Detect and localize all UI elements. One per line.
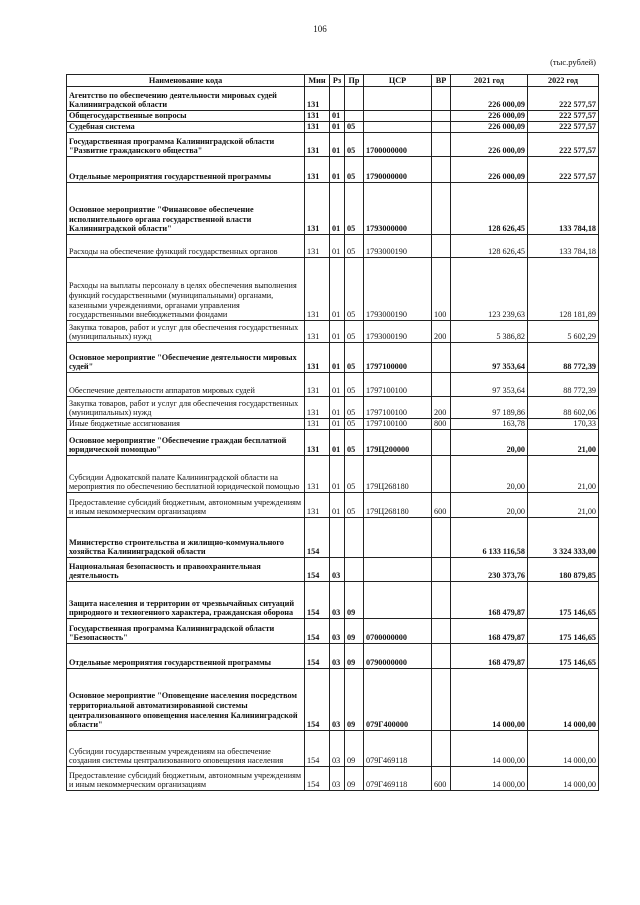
cell-pr: 05 xyxy=(345,456,364,493)
cell-min: 131 xyxy=(305,456,330,493)
cell-vr xyxy=(432,373,451,397)
cell-2022: 133 784,18 xyxy=(528,235,599,258)
cell-min: 131 xyxy=(305,373,330,397)
cell-rz: 01 xyxy=(330,183,345,235)
cell-csr: 1797100100 xyxy=(364,419,432,430)
cell-name: Основное мероприятие "Оповещение населения посредством территориальной автоматизированной системы централизованного оповещения населения Калининградской области" xyxy=(67,669,305,731)
cell-name: Расходы на выплаты персоналу в целях обеспечения выполнения функций государственными (муниципальными) органами, казенными учреждениями, органами управления государственными внебюджетными фондами xyxy=(67,258,305,321)
cell-name: Министерство строительства и жилищно-коммунального хозяйства Калининградской области xyxy=(67,518,305,558)
cell-pr: 05 xyxy=(345,343,364,373)
table-row xyxy=(67,493,599,518)
cell-min: 131 xyxy=(305,235,330,258)
cell-2021: 226 000,09 xyxy=(451,122,528,133)
cell-rz: 01 xyxy=(330,111,345,122)
cell-2021: 97 353,64 xyxy=(451,373,528,397)
cell-vr: 100 xyxy=(432,258,451,321)
cell-pr: 05 xyxy=(345,235,364,258)
cell-pr: 09 xyxy=(345,644,364,669)
cell-vr xyxy=(432,456,451,493)
cell-min: 131 xyxy=(305,133,330,157)
cell-name: Государственная программа Калининградской области "Развитие гражданского общества" xyxy=(67,133,305,157)
cell-min: 154 xyxy=(305,518,330,558)
cell-csr: 1793000000 xyxy=(364,183,432,235)
cell-name: Закупка товаров, работ и услуг для обеспечения государственных (муниципальных) нужд xyxy=(67,397,305,419)
cell-name: Национальная безопасность и правоохранительная деятельность xyxy=(67,558,305,582)
cell-2022: 180 879,85 xyxy=(528,558,599,582)
table-row xyxy=(67,235,599,258)
table-row xyxy=(67,456,599,493)
cell-pr: 09 xyxy=(345,669,364,731)
table-row xyxy=(67,619,599,644)
cell-name: Предоставление субсидий бюджетным, автономным учреждениям и иным некоммерческим организациям xyxy=(67,493,305,518)
cell-pr: 05 xyxy=(345,419,364,430)
header-2022: 2022 год xyxy=(528,75,599,87)
cell-2022: 88 772,39 xyxy=(528,343,599,373)
cell-csr xyxy=(364,518,432,558)
cell-vr: 600 xyxy=(432,493,451,518)
cell-2021: 97 353,64 xyxy=(451,343,528,373)
table-row xyxy=(67,644,599,669)
table-row xyxy=(67,397,599,419)
cell-min: 131 xyxy=(305,258,330,321)
cell-rz: 01 xyxy=(330,373,345,397)
cell-rz xyxy=(330,518,345,558)
cell-2022: 21,00 xyxy=(528,493,599,518)
cell-rz: 01 xyxy=(330,258,345,321)
cell-pr: 09 xyxy=(345,582,364,619)
cell-pr: 05 xyxy=(345,258,364,321)
table-header-row xyxy=(67,75,599,87)
table-row xyxy=(67,321,599,343)
cell-vr xyxy=(432,157,451,183)
cell-min: 131 xyxy=(305,87,330,111)
cell-min: 131 xyxy=(305,419,330,430)
cell-name: Предоставление субсидий бюджетным, автономным учреждениям и иным некоммерческим организациям xyxy=(67,767,305,791)
cell-pr: 05 xyxy=(345,373,364,397)
cell-name: Государственная программа Калининградской области "Безопасность" xyxy=(67,619,305,644)
cell-rz: 01 xyxy=(330,235,345,258)
cell-name: Расходы на обеспечение функций государственных органов xyxy=(67,235,305,258)
cell-vr xyxy=(432,619,451,644)
cell-2022: 88 602,06 xyxy=(528,397,599,419)
table-row xyxy=(67,157,599,183)
cell-vr xyxy=(432,87,451,111)
cell-2022: 21,00 xyxy=(528,456,599,493)
cell-min: 131 xyxy=(305,111,330,122)
cell-csr xyxy=(364,122,432,133)
cell-vr: 600 xyxy=(432,767,451,791)
cell-vr xyxy=(432,111,451,122)
cell-vr: 200 xyxy=(432,321,451,343)
cell-vr xyxy=(432,343,451,373)
cell-2022: 14 000,00 xyxy=(528,669,599,731)
header-name: Наименование кода xyxy=(67,75,305,87)
cell-rz: 03 xyxy=(330,558,345,582)
cell-min: 131 xyxy=(305,157,330,183)
cell-2022: 222 577,57 xyxy=(528,157,599,183)
cell-2021: 20,00 xyxy=(451,430,528,456)
cell-vr xyxy=(432,558,451,582)
cell-rz: 01 xyxy=(330,493,345,518)
table-row xyxy=(67,183,599,235)
cell-vr xyxy=(432,518,451,558)
cell-csr: 1793000190 xyxy=(364,235,432,258)
table-row xyxy=(67,133,599,157)
cell-name: Основное мероприятие "Обеспечение граждан бесплатной юридической помощью" xyxy=(67,430,305,456)
units-note: (тыс.рублей) xyxy=(550,57,596,67)
cell-rz: 03 xyxy=(330,644,345,669)
cell-csr: 179Ц268180 xyxy=(364,456,432,493)
cell-2022: 14 000,00 xyxy=(528,731,599,767)
cell-name: Основное мероприятие "Финансовое обеспечение исполнительного органа государственной власти Калининградской области" xyxy=(67,183,305,235)
cell-rz: 01 xyxy=(330,122,345,133)
table-row xyxy=(67,558,599,582)
cell-pr xyxy=(345,87,364,111)
table-row xyxy=(67,343,599,373)
header-pr: Пр xyxy=(345,75,364,87)
cell-name: Иные бюджетные ассигнования xyxy=(67,419,305,430)
cell-csr: 1700000000 xyxy=(364,133,432,157)
cell-2022: 21,00 xyxy=(528,430,599,456)
cell-min: 154 xyxy=(305,767,330,791)
cell-2022: 170,33 xyxy=(528,419,599,430)
table-row xyxy=(67,731,599,767)
cell-csr: 079Г400000 xyxy=(364,669,432,731)
table-row xyxy=(67,122,599,133)
cell-csr: 1793000190 xyxy=(364,321,432,343)
table-row xyxy=(67,111,599,122)
table-row xyxy=(67,767,599,791)
table-row xyxy=(67,419,599,430)
cell-rz: 01 xyxy=(330,456,345,493)
cell-2022: 222 577,57 xyxy=(528,111,599,122)
header-min: Мин xyxy=(305,75,330,87)
cell-csr xyxy=(364,582,432,619)
cell-min: 131 xyxy=(305,397,330,419)
cell-2021: 20,00 xyxy=(451,456,528,493)
cell-2022: 128 181,89 xyxy=(528,258,599,321)
cell-name: Основное мероприятие "Обеспечение деятельности мировых судей" xyxy=(67,343,305,373)
cell-csr xyxy=(364,558,432,582)
cell-csr: 079Г469118 xyxy=(364,731,432,767)
cell-vr: 800 xyxy=(432,419,451,430)
table-row xyxy=(67,87,599,111)
cell-vr xyxy=(432,133,451,157)
cell-2021: 14 000,00 xyxy=(451,767,528,791)
cell-rz: 01 xyxy=(330,321,345,343)
cell-rz: 01 xyxy=(330,133,345,157)
cell-name: Субсидии Адвокатской палате Калининградской области на мероприятия по обеспечению бесплатной юридической помощью xyxy=(67,456,305,493)
cell-pr xyxy=(345,558,364,582)
cell-name: Субсидии государственным учреждениям на обеспечение создания системы централизованного оповещения населения xyxy=(67,731,305,767)
cell-csr: 0700000000 xyxy=(364,619,432,644)
cell-2022: 14 000,00 xyxy=(528,767,599,791)
cell-min: 131 xyxy=(305,343,330,373)
cell-csr: 1793000190 xyxy=(364,258,432,321)
cell-name: Общегосударственные вопросы xyxy=(67,111,305,122)
cell-name: Отдельные мероприятия государственной программы xyxy=(67,644,305,669)
cell-min: 154 xyxy=(305,619,330,644)
cell-vr: 200 xyxy=(432,397,451,419)
cell-2021: 20,00 xyxy=(451,493,528,518)
cell-vr xyxy=(432,582,451,619)
cell-csr: 1790000000 xyxy=(364,157,432,183)
cell-min: 154 xyxy=(305,644,330,669)
cell-pr: 05 xyxy=(345,397,364,419)
cell-2021: 5 386,82 xyxy=(451,321,528,343)
table-body xyxy=(67,87,599,791)
cell-2021: 230 373,76 xyxy=(451,558,528,582)
cell-name: Отдельные мероприятия государственной программы xyxy=(67,157,305,183)
cell-2022: 5 602,29 xyxy=(528,321,599,343)
cell-vr xyxy=(432,235,451,258)
cell-csr: 1797100100 xyxy=(364,397,432,419)
cell-csr: 0790000000 xyxy=(364,644,432,669)
cell-min: 131 xyxy=(305,430,330,456)
cell-rz: 01 xyxy=(330,397,345,419)
cell-rz: 03 xyxy=(330,582,345,619)
cell-pr: 05 xyxy=(345,157,364,183)
cell-vr xyxy=(432,644,451,669)
cell-2022: 175 146,65 xyxy=(528,619,599,644)
table-row xyxy=(67,518,599,558)
cell-pr: 09 xyxy=(345,767,364,791)
cell-2022: 222 577,57 xyxy=(528,87,599,111)
cell-pr: 09 xyxy=(345,619,364,644)
cell-min: 131 xyxy=(305,493,330,518)
cell-name: Судебная система xyxy=(67,122,305,133)
cell-vr xyxy=(432,430,451,456)
cell-pr: 05 xyxy=(345,430,364,456)
cell-2022: 133 784,18 xyxy=(528,183,599,235)
cell-2021: 128 626,45 xyxy=(451,235,528,258)
cell-2021: 168 479,87 xyxy=(451,582,528,619)
cell-min: 154 xyxy=(305,669,330,731)
cell-2021: 128 626,45 xyxy=(451,183,528,235)
cell-min: 131 xyxy=(305,321,330,343)
cell-vr xyxy=(432,122,451,133)
cell-2021: 226 000,09 xyxy=(451,157,528,183)
cell-2021: 123 239,63 xyxy=(451,258,528,321)
cell-min: 154 xyxy=(305,582,330,619)
cell-csr: 079Г469118 xyxy=(364,767,432,791)
table-row xyxy=(67,373,599,397)
cell-vr xyxy=(432,669,451,731)
cell-rz: 03 xyxy=(330,669,345,731)
cell-csr: 1797100000 xyxy=(364,343,432,373)
cell-pr: 05 xyxy=(345,493,364,518)
cell-2021: 168 479,87 xyxy=(451,619,528,644)
cell-csr: 179Ц268180 xyxy=(364,493,432,518)
header-csr: ЦСР xyxy=(364,75,432,87)
cell-pr: 05 xyxy=(345,321,364,343)
cell-vr xyxy=(432,183,451,235)
cell-min: 131 xyxy=(305,183,330,235)
header-vr: ВР xyxy=(432,75,451,87)
cell-pr: 05 xyxy=(345,122,364,133)
cell-2022: 88 772,39 xyxy=(528,373,599,397)
cell-csr xyxy=(364,111,432,122)
cell-pr: 09 xyxy=(345,731,364,767)
cell-rz xyxy=(330,87,345,111)
cell-2021: 168 479,87 xyxy=(451,644,528,669)
cell-min: 154 xyxy=(305,731,330,767)
table-row xyxy=(67,258,599,321)
table-row xyxy=(67,430,599,456)
cell-pr: 05 xyxy=(345,183,364,235)
cell-csr xyxy=(364,87,432,111)
cell-2021: 226 000,09 xyxy=(451,111,528,122)
cell-2021: 163,78 xyxy=(451,419,528,430)
cell-2022: 175 146,65 xyxy=(528,644,599,669)
cell-2021: 14 000,00 xyxy=(451,669,528,731)
cell-2022: 222 577,57 xyxy=(528,133,599,157)
cell-2021: 97 189,86 xyxy=(451,397,528,419)
cell-pr xyxy=(345,111,364,122)
cell-name: Защита населения и территории от чрезвычайных ситуаций природного и техногенного характера, гражданская оборона xyxy=(67,582,305,619)
cell-2022: 175 146,65 xyxy=(528,582,599,619)
cell-2021: 6 133 116,58 xyxy=(451,518,528,558)
cell-2022: 222 577,57 xyxy=(528,122,599,133)
cell-name: Закупка товаров, работ и услуг для обеспечения государственных (муниципальных) нужд xyxy=(67,321,305,343)
page-number: 106 xyxy=(313,24,327,34)
cell-min: 131 xyxy=(305,122,330,133)
cell-rz: 03 xyxy=(330,731,345,767)
cell-2021: 226 000,09 xyxy=(451,87,528,111)
cell-csr: 1797100100 xyxy=(364,373,432,397)
cell-2022: 3 324 333,00 xyxy=(528,518,599,558)
cell-pr xyxy=(345,518,364,558)
cell-rz: 01 xyxy=(330,343,345,373)
cell-csr: 179Ц200000 xyxy=(364,430,432,456)
cell-rz: 01 xyxy=(330,430,345,456)
cell-vr xyxy=(432,731,451,767)
cell-rz: 01 xyxy=(330,157,345,183)
header-2021: 2021 год xyxy=(451,75,528,87)
table-row xyxy=(67,582,599,619)
cell-rz: 03 xyxy=(330,619,345,644)
cell-min: 154 xyxy=(305,558,330,582)
budget-table xyxy=(66,74,599,791)
cell-pr: 05 xyxy=(345,133,364,157)
cell-rz: 03 xyxy=(330,767,345,791)
cell-2021: 14 000,00 xyxy=(451,731,528,767)
header-rz: Рз xyxy=(330,75,345,87)
cell-2021: 226 000,09 xyxy=(451,133,528,157)
cell-rz: 01 xyxy=(330,419,345,430)
cell-name: Обеспечение деятельности аппаратов мировых судей xyxy=(67,373,305,397)
cell-name: Агентство по обеспечению деятельности мировых судей Калининградской области xyxy=(67,87,305,111)
table-row xyxy=(67,669,599,731)
